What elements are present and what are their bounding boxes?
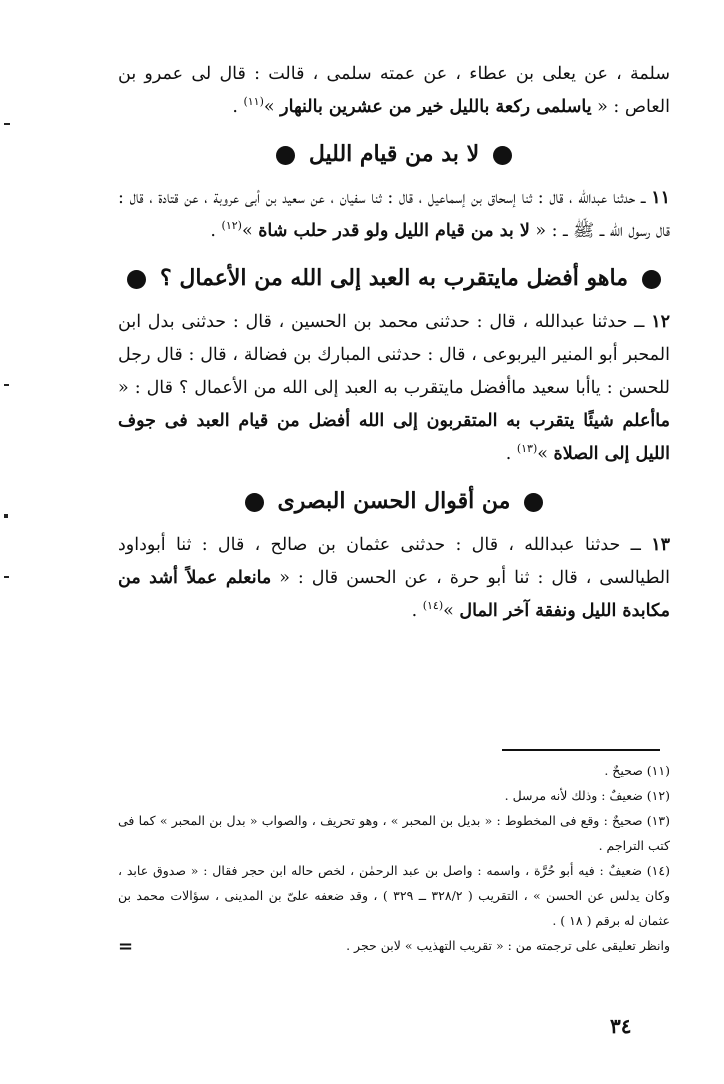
page-number: ٣٤: [610, 1014, 632, 1038]
scan-mark: [4, 576, 9, 578]
main-text: [118, 58, 670, 628]
footnote-13: (١٣) صحيحٌ : وقع فى المخطوط : « بديل بن المحبر » ، وهو تحريف ، والصواب « بدل بن المحبر » كما فى كتب التراجم .: [118, 813, 670, 853]
paragraph-text: ــ حدثنا عبدالله ، قال : حدثنى عثمان بن صالح ، قال : ثنا أبوداود الطيالسى ، قال : ثنا أبو حرة ، عن الحسن قال : «: [118, 535, 670, 588]
quote-text: لا بد من قيام الليل ولو قدر حلب شاة: [258, 221, 530, 241]
bullet-icon: [642, 270, 661, 289]
heading-text: لا بد من قيام الليل: [308, 141, 480, 167]
paragraph-text: ــ حدثنا عبدالله ، قال : ثنا إسحاق بن إسماعيل ، قال : ثنا سفيان ، عن سعيد بن أبى عروبة ، عن قتادة ، قال : قال رسول الله ــ ﷺ ــ : «: [118, 188, 670, 241]
quote-close: »: [537, 444, 554, 464]
hadith-number: ١٢: [651, 312, 670, 332]
scan-mark: [4, 123, 10, 125]
period: .: [210, 221, 222, 241]
footnotes: [118, 758, 670, 958]
footnote-ref: (١٤): [422, 599, 444, 613]
hadith-number: ١٣: [651, 535, 670, 555]
bullet-icon: [245, 493, 264, 512]
paragraph-text: ــ حدثنا عبدالله ، قال : حدثنى محمد بن الحسين ، قال : حدثنى بدل ابن المحبر أبو المنير اليربوعى ، قال : حدثنى المبارك بن فضالة ، قال : قال رجل للحسن : ياأبا سعيد ماأفضل مايتقرب به العبد إلى الله من الأعمال ؟ قال : «: [118, 312, 670, 398]
footnote-ref: (١٢): [221, 219, 242, 233]
quote-text: ماأعلم شيئًا يتقرب به المتقربون إلى الله أفضل من قيام العبد فى جوف الليل إلى الصلاة: [118, 411, 670, 464]
footnote-11: (١١) صحيحٌ .: [604, 763, 670, 778]
scan-mark: [4, 384, 9, 386]
section-heading-2: [118, 258, 670, 298]
paragraph-11: [118, 182, 670, 248]
bullet-icon: [127, 270, 146, 289]
heading-text: من أقوال الحسن البصرى: [277, 488, 511, 514]
paragraph-12: [118, 306, 670, 471]
footnote-14-continued: وانظر تعليقى على ترجمته من : « تقريب التهذيب » لابن حجر .: [346, 938, 670, 953]
period: .: [411, 601, 423, 621]
bullet-icon: [493, 146, 512, 165]
paragraph-text: العاص : «: [591, 97, 670, 117]
footnote-12: (١٢) ضعيفٌ : وذلك لأنه مرسل .: [504, 788, 670, 803]
paragraph-13: [118, 529, 670, 628]
footnote-continuation-mark: =: [118, 936, 134, 957]
scan-mark: [4, 514, 8, 518]
paragraph-10-continuation: [118, 58, 670, 124]
footnote-ref: (١١): [243, 95, 264, 109]
quote-close: »: [241, 221, 259, 241]
paragraph-text: سلمة ، عن يعلى بن عطاء ، عن عمته سلمى ، قالت : قال لى عمرو بن: [118, 64, 670, 84]
section-heading-1: [118, 134, 670, 174]
hadith-number: ١١: [651, 188, 670, 208]
quote-text: مانعلم عملاً أشد من مكابدة الليل ونفقة آخر المال: [118, 568, 670, 621]
footnote-ref: (١٣): [516, 442, 538, 456]
quote-close: »: [263, 97, 281, 117]
footnote-14: (١٤) ضعيفٌ : فيه أبو حُرَّة ، واسمه : واصل بن عبد الرحمٰن ، لخص حاله ابن حجر فقال : « صدوق عابد ، وكان يدلس عن الحسن » ، التقريب ( ٣٢٨/٢ ــ ٣٢٩ ) ، وقد ضعفه علىّ بن المدينى ، سؤالات محمد بن عثمان له برقم ( ١٨ ) .: [118, 863, 670, 928]
bullet-icon: [276, 146, 295, 165]
quote-close: »: [443, 601, 460, 621]
heading-text: ماهو أفضل مايتقرب به العبد إلى الله من الأعمال ؟: [160, 265, 628, 291]
footnote-divider: [502, 749, 660, 751]
bullet-icon: [524, 493, 543, 512]
period: .: [232, 97, 244, 117]
section-heading-3: [118, 481, 670, 521]
quote-text: ياسلمى ركعة بالليل خير من عشرين بالنهار: [280, 97, 592, 117]
period: .: [505, 444, 517, 464]
